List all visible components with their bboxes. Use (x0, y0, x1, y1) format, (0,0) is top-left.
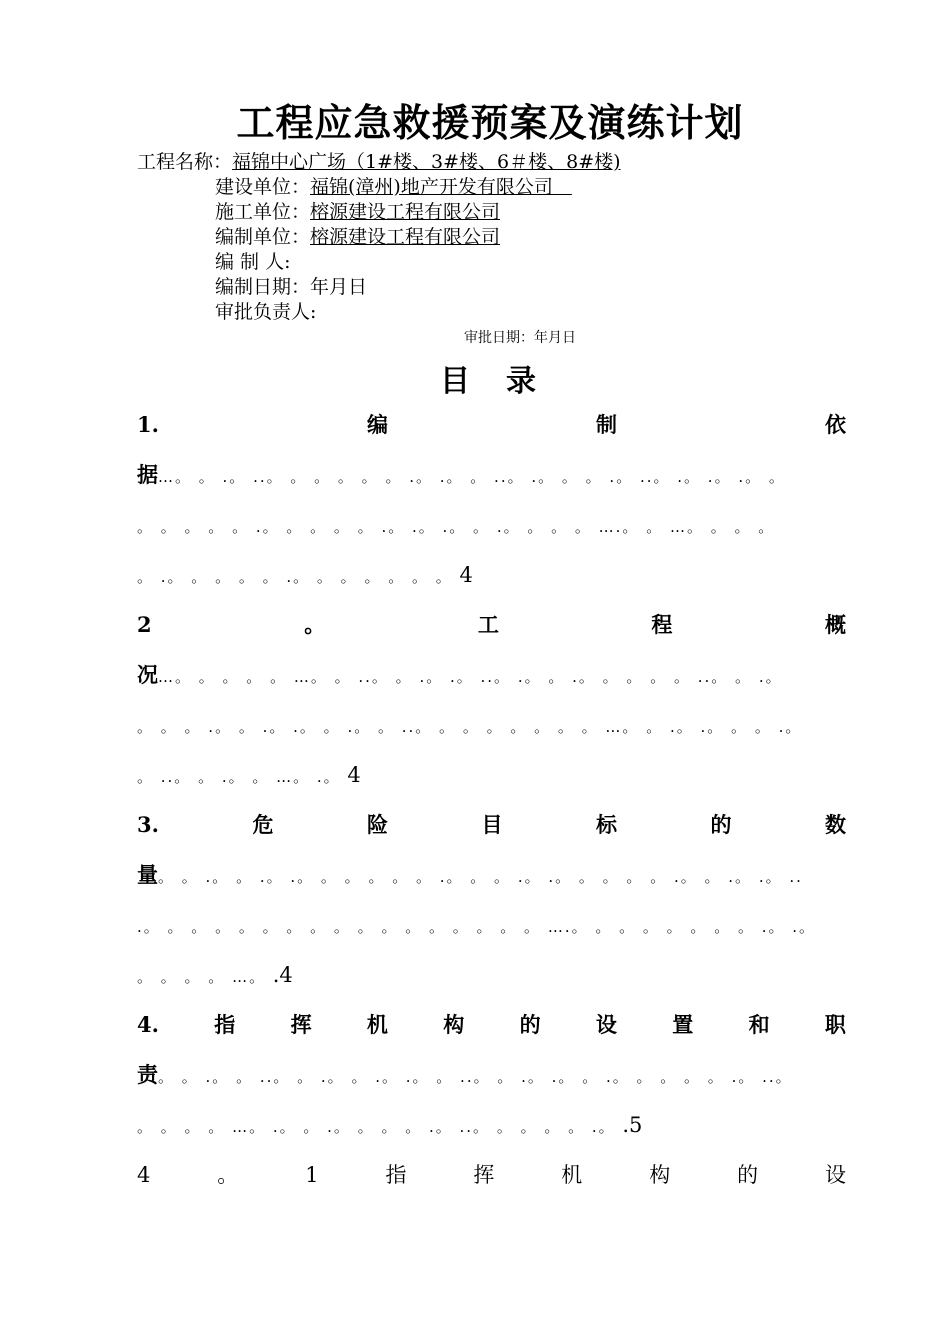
toc-heading-char: 职 (824, 1012, 846, 1037)
project-name-row (137, 150, 621, 175)
toc-dot-leader: …。 。 .。 ..。 。 。 。 。 。 .。 .。 。 ..。 .。 。 。 .。 ..。 .。 .。 .。 。 (158, 468, 786, 486)
toc-heading-char: 1. (137, 412, 159, 437)
toc-heading-char: 险 (366, 812, 388, 837)
toc-heading-char: 设 (595, 1012, 617, 1037)
toc-heading-char: 机 (561, 1163, 583, 1187)
contractor-row (215, 200, 500, 225)
builder-row (215, 175, 572, 200)
toc-heading-char: 的 (737, 1163, 759, 1187)
toc-heading-char: 程 (651, 612, 673, 637)
toc-heading-char: 数 (824, 812, 846, 837)
toc-heading-char: 概 (825, 612, 846, 637)
toc-dot-leader-line[interactable] (137, 708, 846, 742)
toc-entry-heading[interactable] (137, 608, 846, 642)
toc-heading-char: 。 (217, 1163, 239, 1187)
approver-row: 审批负责人: (215, 301, 317, 323)
approval-date: 审批日期：年月日 (464, 330, 576, 346)
toc-page-number: 4 (452, 563, 473, 587)
toc-dot-leader-line[interactable] (137, 758, 846, 792)
toc-heading-char: 的 (710, 812, 732, 837)
toc-heading-char: 标 (595, 812, 617, 837)
toc-dot-leader-line[interactable] (137, 558, 846, 592)
toc-dot-leader-line[interactable] (137, 458, 846, 492)
toc-heading-char: 的 (519, 1012, 541, 1037)
toc-dot-leader: 。 .。 。 。 。 。 .。 。 。 。 。 。 。 (137, 568, 453, 586)
toc-dot-leader: 。 。 。 。 …。 (137, 968, 267, 986)
toc-heading-tail: 量 (137, 862, 158, 887)
toc-page-number: 4 (340, 763, 361, 787)
contractor-value: 榕源建设工程有限公司 (310, 201, 501, 223)
toc-page-number: .5 (615, 1113, 643, 1137)
compile-date-row: 编制日期：年月日 (215, 276, 368, 298)
toc-heading-char: 置 (672, 1012, 694, 1037)
toc-heading-tail: 责 (137, 1062, 158, 1087)
toc-heading-char: 编 (366, 412, 388, 437)
toc-heading-char: 依 (824, 412, 846, 437)
toc-heading-char: 和 (748, 1012, 770, 1037)
toc-heading-char: 。 (304, 612, 326, 637)
toc-dot-leader: 。 。 .。 。 ..。 。 .。 。 .。 .。 。 ..。 。 .。 .。 。 .。 。 。 。 。 .。 ..。 (158, 1068, 793, 1086)
toc-dot-leader: …。 。 。 。 。 …。 。 ..。 。 .。 .。 ..。 .。 。 .。 。 。 。 。 ..。 。 .。 (158, 668, 783, 686)
toc-heading-char: 设 (825, 1163, 846, 1187)
toc-heading-tail: 况 (137, 662, 158, 687)
contractor-label: 施工单位： (215, 201, 311, 223)
project-name-value: 福锦中心广场（1#楼、3#楼、6＃楼、8#楼) (232, 151, 621, 173)
toc-heading-char: 指 (214, 1012, 236, 1037)
toc-heading-char: 指 (385, 1163, 407, 1187)
toc-heading-char: 制 (595, 412, 617, 437)
toc-dot-leader-line[interactable] (137, 508, 846, 542)
toc-heading-char: 危 (252, 812, 274, 837)
toc-heading-char: 目 (481, 812, 503, 837)
toc-page-number: .4 (266, 963, 293, 987)
toc-heading-char: 1 (305, 1163, 319, 1187)
toc-dot-leader-line[interactable] (137, 958, 846, 992)
toc-dot-leader: 。 。 。 .。 。 .。 .。 。 .。 。 ..。 。 。 。 。 。 。 。 …。 。 .。 .。 。 。 .。 (137, 718, 803, 736)
project-name-label: 工程名称： (137, 151, 233, 173)
toc-dot-leader: 。 。 。 。 。 .。 。 。 。 。 .。 .。 .。 。 .。 。 。 。 ….。 。 …。 。 。 。 (137, 518, 776, 536)
toc-heading-char: 构 (443, 1012, 465, 1037)
toc-title: 目录 (440, 364, 572, 399)
compiler-unit-value: 榕源建设工程有限公司 (310, 226, 501, 248)
toc-dot-leader-line[interactable] (137, 858, 846, 892)
toc-heading-char: 3. (137, 812, 159, 837)
document-title: 工程应急救援预案及演练计划 (236, 101, 744, 145)
toc-dot-leader: 。 ..。 。 .。 。 …。 .。 (137, 768, 341, 786)
toc-dot-leader: .。 。 。 。 。 。 。 。 。 。 。 。 。 。 。 。 。 ….。 。 。 。 。 。 。 。 .。 .。 (137, 918, 817, 936)
toc-dot-leader: 。 。 。 。 …。 .。 。 .。 。 。 。 .。 ..。 。 。 。 。 .。 (137, 1118, 616, 1136)
toc-dot-leader-line[interactable] (137, 1108, 846, 1142)
toc-dot-leader: 。 。 .。 。 .。 .。 。 。 。 。 。 .。 。 。 .。 .。 。 。 。 。 .。 。 .。 .。 .. (158, 868, 803, 886)
toc-heading-char: 4. (137, 1012, 159, 1037)
toc-entry-heading[interactable] (137, 1158, 846, 1192)
toc-heading-char: 4 (137, 1163, 151, 1187)
toc-entry-heading[interactable] (137, 808, 846, 842)
builder-value: 福锦(漳州)地产开发有限公司 (310, 176, 572, 198)
toc-dot-leader-line[interactable] (137, 1058, 846, 1092)
toc-entry-heading[interactable] (137, 1008, 846, 1042)
toc-heading-char: 2 (137, 612, 152, 637)
toc-dot-leader-line[interactable] (137, 658, 846, 692)
toc-dot-leader-line[interactable] (137, 908, 846, 942)
toc-heading-char: 挥 (290, 1012, 312, 1037)
compiler-unit-row (215, 225, 500, 250)
toc-heading-char: 构 (649, 1163, 671, 1187)
toc-heading-char: 机 (366, 1012, 388, 1037)
compiler-unit-label: 编制单位： (215, 226, 311, 248)
builder-label: 建设单位： (215, 176, 311, 198)
toc-entry-heading[interactable] (137, 408, 846, 442)
compiler-row: 编 制 人: (215, 251, 291, 273)
toc-heading-char: 工 (477, 612, 499, 637)
toc-heading-char: 挥 (473, 1163, 495, 1187)
toc-heading-tail: 据 (137, 462, 158, 487)
